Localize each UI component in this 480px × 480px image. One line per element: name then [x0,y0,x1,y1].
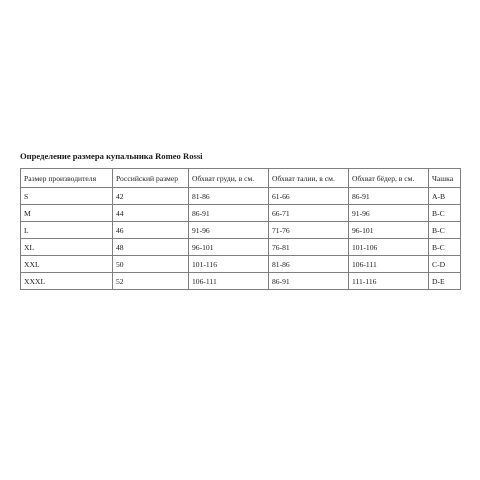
cell-bust: 106-111 [189,273,269,290]
cell-russian-size: 46 [113,222,189,239]
header-russian-size: Российский размер [113,169,189,188]
cell-cup: B-C [429,222,461,239]
cell-hips: 106-111 [349,256,429,273]
page-title: Определение размера купальника Romeo Rossi [20,151,203,161]
cell-waist: 61-66 [269,188,349,205]
cell-bust: 101-116 [189,256,269,273]
cell-waist: 71-76 [269,222,349,239]
header-manufacturer-size: Размер производителя [21,169,113,188]
cell-waist: 86-91 [269,273,349,290]
header-hips: Обхват бёдер, в см. [349,169,429,188]
header-waist: Обхват талии, в см. [269,169,349,188]
cell-hips: 96-101 [349,222,429,239]
table-row [21,188,461,205]
table-row [21,222,461,239]
cell-cup: A-B [429,188,461,205]
cell-waist: 81-86 [269,256,349,273]
cell-bust: 81-86 [189,188,269,205]
table-row [21,239,461,256]
cell-hips: 101-106 [349,239,429,256]
cell-manufacturer-size: S [21,188,113,205]
cell-cup: B-C [429,205,461,222]
cell-manufacturer-size: XL [21,239,113,256]
cell-cup: C-D [429,256,461,273]
cell-cup: B-C [429,239,461,256]
header-cup: Чашка [429,169,461,188]
cell-bust: 96-101 [189,239,269,256]
cell-hips: 111-116 [349,273,429,290]
cell-cup: D-E [429,273,461,290]
header-bust: Обхват груди, в см. [189,169,269,188]
cell-hips: 86-91 [349,188,429,205]
table-row [21,256,461,273]
size-chart-table [20,168,461,290]
cell-hips: 91-96 [349,205,429,222]
cell-russian-size: 48 [113,239,189,256]
table-row [21,205,461,222]
cell-bust: 91-96 [189,222,269,239]
cell-manufacturer-size: XXXL [21,273,113,290]
cell-russian-size: 42 [113,188,189,205]
table-row [21,273,461,290]
table-header-row [21,169,461,188]
cell-russian-size: 50 [113,256,189,273]
cell-russian-size: 44 [113,205,189,222]
cell-bust: 86-91 [189,205,269,222]
cell-manufacturer-size: M [21,205,113,222]
cell-manufacturer-size: XXL [21,256,113,273]
cell-russian-size: 52 [113,273,189,290]
cell-manufacturer-size: L [21,222,113,239]
cell-waist: 66-71 [269,205,349,222]
cell-waist: 76-81 [269,239,349,256]
